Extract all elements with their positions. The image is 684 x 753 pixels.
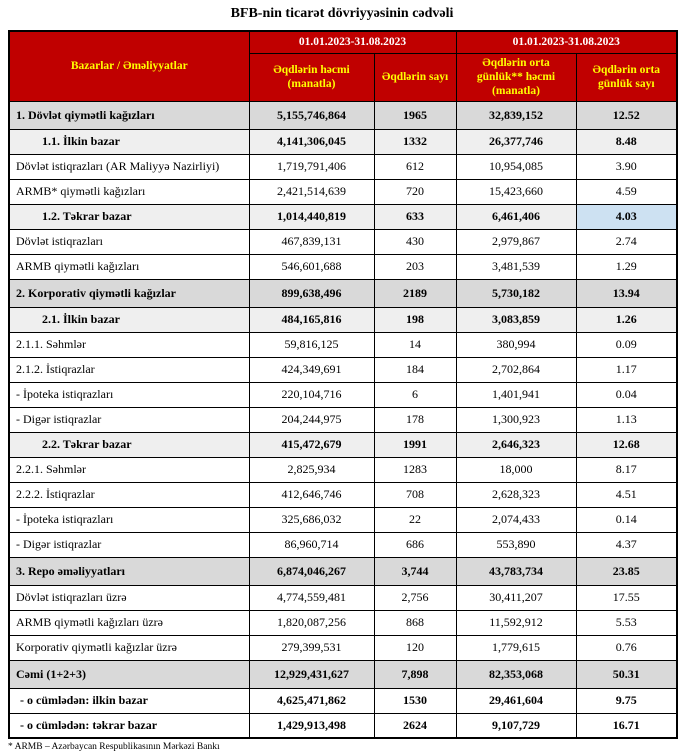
row-label: 3. Repo əməliyyatları [9, 557, 249, 585]
cell-deal-count: 612 [374, 154, 456, 179]
cell-avg-daily-volume: 30,411,207 [456, 585, 576, 610]
cell-deal-volume: 4,141,306,045 [249, 129, 374, 154]
cell-avg-daily-count: 4.37 [576, 532, 677, 557]
table-body [9, 101, 677, 738]
cell-avg-daily-count: 1.13 [576, 407, 677, 432]
cell-avg-daily-volume: 26,377,746 [456, 129, 576, 154]
cell-deal-volume: 279,399,531 [249, 635, 374, 660]
row-label: Korporativ qiymətli kağızlar üzrə [9, 635, 249, 660]
cell-deal-volume: 1,014,440,819 [249, 204, 374, 229]
cell-avg-daily-count: 0.76 [576, 635, 677, 660]
cell-deal-count: 178 [374, 407, 456, 432]
cell-avg-daily-volume: 10,954,085 [456, 154, 576, 179]
table-header [9, 31, 677, 101]
cell-deal-volume: 4,625,471,862 [249, 688, 374, 713]
cell-deal-count: 868 [374, 610, 456, 635]
row-label: 1.2. Təkrar bazar [9, 204, 249, 229]
cell-avg-daily-volume: 1,300,923 [456, 407, 576, 432]
row-label: 2.2. Təkrar bazar [9, 432, 249, 457]
cell-deal-count: 14 [374, 332, 456, 357]
cell-avg-daily-count: 8.48 [576, 129, 677, 154]
cell-avg-daily-count: 9.75 [576, 688, 677, 713]
table-row [9, 457, 677, 482]
cell-deal-volume: 204,244,975 [249, 407, 374, 432]
page-title: BFB-nin ticarət dövriyyəsinin cədvəli [230, 6, 454, 21]
cell-deal-count: 198 [374, 307, 456, 332]
header-period-left: 01.01.2023-31.08.2023 [249, 31, 456, 53]
cell-deal-count: 720 [374, 179, 456, 204]
cell-avg-daily-count: 2.74 [576, 229, 677, 254]
cell-deal-count: 1530 [374, 688, 456, 713]
cell-avg-daily-volume: 2,979,867 [456, 229, 576, 254]
cell-deal-count: 2,756 [374, 585, 456, 610]
cell-deal-count: 3,744 [374, 557, 456, 585]
row-label: - Digər istiqrazlar [9, 532, 249, 557]
cell-deal-count: 203 [374, 254, 456, 279]
cell-avg-daily-volume: 553,890 [456, 532, 576, 557]
cell-avg-daily-count: 5.53 [576, 610, 677, 635]
cell-avg-daily-count: 8.17 [576, 457, 677, 482]
cell-avg-daily-count: 1.26 [576, 307, 677, 332]
cell-deal-volume: 467,839,131 [249, 229, 374, 254]
trading-turnover-table [8, 30, 678, 739]
cell-avg-daily-count: 0.14 [576, 507, 677, 532]
cell-deal-count: 184 [374, 357, 456, 382]
row-label: Dövlət istiqrazları üzrə [9, 585, 249, 610]
cell-avg-daily-count: 12.68 [576, 432, 677, 457]
cell-deal-count: 686 [374, 532, 456, 557]
table-row [9, 713, 677, 738]
cell-deal-count: 2624 [374, 713, 456, 738]
table-row [9, 660, 677, 688]
cell-deal-volume: 424,349,691 [249, 357, 374, 382]
cell-avg-daily-volume: 5,730,182 [456, 279, 576, 307]
cell-avg-daily-volume: 15,423,660 [456, 179, 576, 204]
cell-avg-daily-volume: 2,628,323 [456, 482, 576, 507]
cell-deal-count: 2189 [374, 279, 456, 307]
row-label: ARMB qiymətli kağızları [9, 254, 249, 279]
table-row [9, 407, 677, 432]
table-row [9, 688, 677, 713]
row-label: 2.2.2. İstiqrazlar [9, 482, 249, 507]
cell-deal-volume: 5,155,746,864 [249, 101, 374, 129]
cell-avg-daily-count: 12.52 [576, 101, 677, 129]
cell-deal-count: 1965 [374, 101, 456, 129]
cell-avg-daily-count: 0.09 [576, 332, 677, 357]
cell-avg-daily-count: 16.71 [576, 713, 677, 738]
row-label: Cəmi (1+2+3) [9, 660, 249, 688]
table-row [9, 154, 677, 179]
row-label: 2.1. İlkin bazar [9, 307, 249, 332]
cell-avg-daily-volume: 2,074,433 [456, 507, 576, 532]
table-row [9, 129, 677, 154]
cell-avg-daily-volume: 82,353,068 [456, 660, 576, 688]
row-label: ARMB* qiymətli kağızları [9, 179, 249, 204]
table-row [9, 229, 677, 254]
row-label: 1. Dövlət qiymətli kağızları [9, 101, 249, 129]
cell-deal-count: 6 [374, 382, 456, 407]
cell-avg-daily-volume: 43,783,734 [456, 557, 576, 585]
row-label: - o cümlədən: ilkin bazar [9, 688, 249, 713]
cell-deal-count: 1991 [374, 432, 456, 457]
row-label: 1.1. İlkin bazar [9, 129, 249, 154]
cell-deal-count: 1332 [374, 129, 456, 154]
cell-avg-daily-volume: 1,779,615 [456, 635, 576, 660]
cell-avg-daily-count: 4.51 [576, 482, 677, 507]
header-avg-daily-volume: Əqdlərin orta günlük** həcmi (manatla) [456, 53, 576, 101]
header-avg-daily-count: Əqdlərin orta günlük sayı [576, 53, 677, 101]
table-row [9, 532, 677, 557]
table-row [9, 635, 677, 660]
cell-deal-volume: 412,646,746 [249, 482, 374, 507]
header-deal-volume: Əqdlərin həcmi (manatla) [249, 53, 374, 101]
table-row [9, 482, 677, 507]
table-row [9, 557, 677, 585]
table-row [9, 307, 677, 332]
cell-deal-count: 430 [374, 229, 456, 254]
table-row [9, 204, 677, 229]
row-label: - İpoteka istiqrazları [9, 507, 249, 532]
table-row [9, 332, 677, 357]
cell-deal-volume: 415,472,679 [249, 432, 374, 457]
table-row [9, 382, 677, 407]
cell-deal-volume: 1,719,791,406 [249, 154, 374, 179]
cell-avg-daily-count: 4.03 [576, 204, 677, 229]
row-label: 2.1.1. Səhmlər [9, 332, 249, 357]
cell-deal-volume: 546,601,688 [249, 254, 374, 279]
cell-avg-daily-volume: 18,000 [456, 457, 576, 482]
cell-deal-volume: 2,825,934 [249, 457, 374, 482]
cell-deal-volume: 899,638,496 [249, 279, 374, 307]
row-label: - Digər istiqrazlar [9, 407, 249, 432]
cell-avg-daily-count: 3.90 [576, 154, 677, 179]
cell-deal-volume: 4,774,559,481 [249, 585, 374, 610]
table-row [9, 179, 677, 204]
cell-deal-volume: 6,874,046,267 [249, 557, 374, 585]
row-label: - İpoteka istiqrazları [9, 382, 249, 407]
table-row [9, 254, 677, 279]
cell-deal-count: 633 [374, 204, 456, 229]
cell-avg-daily-volume: 1,401,941 [456, 382, 576, 407]
cell-avg-daily-count: 13.94 [576, 279, 677, 307]
row-label: Dövlət istiqrazları [9, 229, 249, 254]
cell-deal-volume: 1,429,913,498 [249, 713, 374, 738]
cell-avg-daily-volume: 11,592,912 [456, 610, 576, 635]
cell-avg-daily-count: 17.55 [576, 585, 677, 610]
table-row [9, 101, 677, 129]
row-label: ARMB qiymətli kağızları üzrə [9, 610, 249, 635]
header-period-right: 01.01.2023-31.08.2023 [456, 31, 677, 53]
cell-avg-daily-count: 4.59 [576, 179, 677, 204]
table-row [9, 279, 677, 307]
cell-deal-volume: 1,820,087,256 [249, 610, 374, 635]
cell-avg-daily-volume: 3,083,859 [456, 307, 576, 332]
cell-deal-volume: 220,104,716 [249, 382, 374, 407]
cell-avg-daily-volume: 32,839,152 [456, 101, 576, 129]
row-label: Dövlət istiqrazları (AR Maliyyə Nazirliyi) [9, 154, 249, 179]
cell-deal-volume: 86,960,714 [249, 532, 374, 557]
cell-deal-volume: 484,165,816 [249, 307, 374, 332]
cell-avg-daily-count: 1.17 [576, 357, 677, 382]
header-markets-operations: Bazarlar / Əməliyyatlar [9, 31, 249, 101]
cell-avg-daily-volume: 6,461,406 [456, 204, 576, 229]
cell-deal-volume: 59,816,125 [249, 332, 374, 357]
cell-avg-daily-volume: 3,481,539 [456, 254, 576, 279]
cell-avg-daily-volume: 29,461,604 [456, 688, 576, 713]
cell-deal-volume: 2,421,514,639 [249, 179, 374, 204]
table-row [9, 507, 677, 532]
row-label: 2.1.2. İstiqrazlar [9, 357, 249, 382]
cell-avg-daily-volume: 2,702,864 [456, 357, 576, 382]
table-row [9, 357, 677, 382]
cell-avg-daily-volume: 380,994 [456, 332, 576, 357]
cell-avg-daily-volume: 2,646,323 [456, 432, 576, 457]
row-label: - o cümlədən: təkrar bazar [9, 713, 249, 738]
cell-avg-daily-count: 23.85 [576, 557, 677, 585]
cell-deal-count: 1283 [374, 457, 456, 482]
table-row [9, 610, 677, 635]
cell-deal-count: 708 [374, 482, 456, 507]
cell-deal-volume: 12,929,431,627 [249, 660, 374, 688]
cell-avg-daily-count: 0.04 [576, 382, 677, 407]
cell-avg-daily-volume: 9,107,729 [456, 713, 576, 738]
table-row [9, 585, 677, 610]
cell-deal-count: 120 [374, 635, 456, 660]
cell-deal-count: 7,898 [374, 660, 456, 688]
table-row [9, 432, 677, 457]
cell-deal-count: 22 [374, 507, 456, 532]
cell-avg-daily-count: 50.31 [576, 660, 677, 688]
header-deal-count: Əqdlərin sayı [374, 53, 456, 101]
cell-avg-daily-count: 1.29 [576, 254, 677, 279]
row-label: 2. Korporativ qiymətli kağızlar [9, 279, 249, 307]
row-label: 2.2.1. Səhmlər [9, 457, 249, 482]
cell-deal-volume: 325,686,032 [249, 507, 374, 532]
footnote-armb: * ARMB – Azərbaycan Respublikasının Mərkəzi Bankı [8, 742, 220, 753]
